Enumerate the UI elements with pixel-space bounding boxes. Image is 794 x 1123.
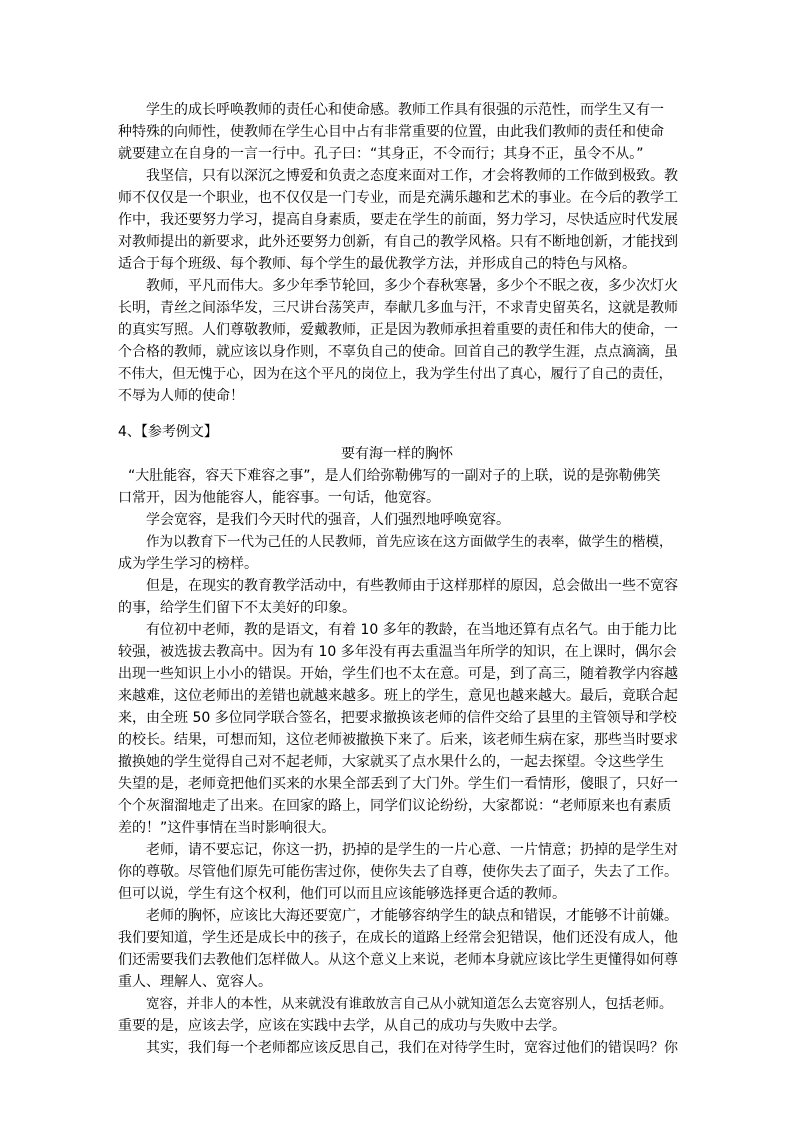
- paragraph-line: 学生的成长呼唤教师的责任心和使命感。教师工作具有很强的示范性，而学生又有一: [146, 102, 664, 118]
- paragraph-line: 有位初中老师，教的是语文，有着 10 多年的教龄，在当地还算有点名气。由于能力比: [146, 622, 677, 638]
- paragraph-line: 种特殊的向师性，使教师在学生心目中占有非常重要的位置，由此我们教师的责任和使命: [118, 124, 664, 140]
- paragraph-line: 不辱为人师的使命！: [118, 388, 244, 404]
- paragraph-line: 的事，给学生们留下不太美好的印象。: [118, 600, 356, 616]
- paragraph-line: 个个灰溜溜地走了出来。在回家的路上，同学们议论纷纷，大家都说：“老师原来也有素质: [118, 798, 672, 814]
- paragraph-line: 来越难，这位老师出的差错也就越来越多。班上的学生，意见也越来越大。最后，竟联合起: [118, 688, 678, 704]
- paragraph-line: 们还需要我们去教他们怎样做人。从这个意义上来说，老师本身就应该比学生更懂得如何尊: [118, 952, 678, 968]
- paragraph-line: 作中，我还要努力学习，提高自身素质，要走在学生的前面，努力学习，尽快适应时代发展: [118, 212, 678, 228]
- essay-title: 要有海一样的胸怀: [341, 446, 453, 462]
- paragraph-line: 老师，请不要忘记，你这一扔，扔掉的是学生的一片心意、一片情意；扔掉的是学生对: [146, 842, 678, 858]
- paragraph-line: 教师，平凡而伟大。多少年季节轮回，多少个春秋寒暑，多少个不眠之夜，多少次灯火: [146, 278, 678, 294]
- paragraph-line: 你的尊敬。尽管他们原先可能伤害过你，使你失去了自尊，使你失去了面子，失去了工作。: [118, 864, 678, 880]
- paragraph-line: 来，由全班 50 多位同学联合签名，把要求撤换该老师的信件交给了县里的主管领导和学校: [118, 710, 677, 726]
- paragraph-line: 师不仅仅是一个职业，也不仅仅是一门专业，而是充满乐趣和艺术的事业。在今后的教学工: [118, 190, 678, 206]
- paragraph-line: 失望的是，老师竟把他们买来的水果全部丢到了大门外。学生们一看情形，傻眼了，只好一: [118, 776, 678, 792]
- paragraph-line: 学会宽容，是我们今天时代的强音，人们强烈地呼唤宽容。: [146, 512, 510, 528]
- paragraph-line: 但可以说，学生有这个权利，他们可以而且应该能够选择更合适的教师。: [118, 886, 566, 902]
- paragraph-line: 适合于每个班级、每个教师、每个学生的最优教学方法，并形成自己的特色与风格。: [118, 256, 636, 272]
- paragraph-line: 长明，青丝之间添华发，三尺讲台荡笑声，奉献几多血与汗，不求青史留英名，这就是教师: [118, 300, 678, 316]
- paragraph-line: 对教师提出的新要求，此外还要努力创新，有自己的教学风格。只有不断地创新，才能找到: [118, 234, 678, 250]
- paragraph-line: 成为学生学习的榜样。: [118, 556, 258, 572]
- paragraph-line: 较强，被选拔去教高中。因为有 10 多年没有再去重温当年所学的知识，在上课时，偶尔会: [118, 644, 677, 660]
- paragraph-line: 的校长。结果，可想而知，这位老师被撤换下来了。后来，该老师生病在家，那些当时要求: [118, 732, 678, 748]
- paragraph-line: 出现一些知识上小小的错误。开始，学生们也不太在意。可是，到了高三，随着教学内容越: [118, 666, 678, 682]
- paragraph-line: 但是，在现实的教育教学活动中，有些教师由于这样那样的原因，总会做出一些不宽容: [146, 578, 678, 594]
- paragraph-line: 我们要知道，学生还是成长中的孩子，在成长的道路上经常会犯错误，他们还没有成人，他: [118, 930, 678, 946]
- paragraph-line: 重要的是，应该去学，应该在实践中去学，从自己的成功与失败中去学。: [118, 1018, 566, 1034]
- paragraph-line: 我坚信，只有以深沉之博爱和负责之态度来面对工作，才会将教师的工作做到极致。教: [146, 168, 678, 184]
- paragraph-line: 差的！”这件事情在当时影响很大。: [118, 820, 336, 836]
- paragraph-line: 撤换她的学生觉得自己对不起老师，大家就买了点水果什么的，一起去探望。令这些学生: [118, 754, 664, 770]
- paragraph-line: 就要建立在自身的一言一行中。孔子曰：“其身正，不令而行；其身不正，虽令不从。”: [118, 146, 644, 162]
- section-heading: 4、【参考例文】: [118, 424, 218, 440]
- paragraph-line: 宽容，并非人的本性，从来就没有谁敢放言自己从小就知道怎么去宽容别人，包括老师。: [146, 996, 673, 1012]
- paragraph-line: 老师的胸怀，应该比大海还要宽广，才能够容纳学生的缺点和错误，才能够不计前嫌。: [146, 908, 678, 924]
- paragraph-line: 的真实写照。人们尊敬教师，爱戴教师，正是因为教师承担着重要的责任和伟大的使命，一: [118, 322, 678, 338]
- paragraph-line: 其实，我们每一个老师都应该反思自己，我们在对待学生时，宽容过他们的错误吗？你: [146, 1040, 678, 1056]
- paragraph-line: 口常开，因为他能容人，能容事。一句话，他宽容。: [118, 490, 440, 506]
- paragraph-line: “大肚能容，容天下难容之事”，是人们给弥勒佛写的一副对子的上联，说的是弥勒佛笑: [128, 468, 661, 484]
- paragraph-line: 重人、理解人、宽容人。: [118, 974, 272, 990]
- paragraph-line: 不伟大，但无愧于心，因为在这个平凡的岗位上，我为学生付出了真心，履行了自己的责任，: [118, 366, 673, 382]
- paragraph-line: 个合格的教师，就应该以身作则，不辜负自己的使命。回首自己的教学生涯，点点滴滴，虽: [118, 344, 678, 360]
- paragraph-line: 作为以教育下一代为己任的人民教师，首先应该在这方面做学生的表率，做学生的楷模，: [146, 534, 673, 550]
